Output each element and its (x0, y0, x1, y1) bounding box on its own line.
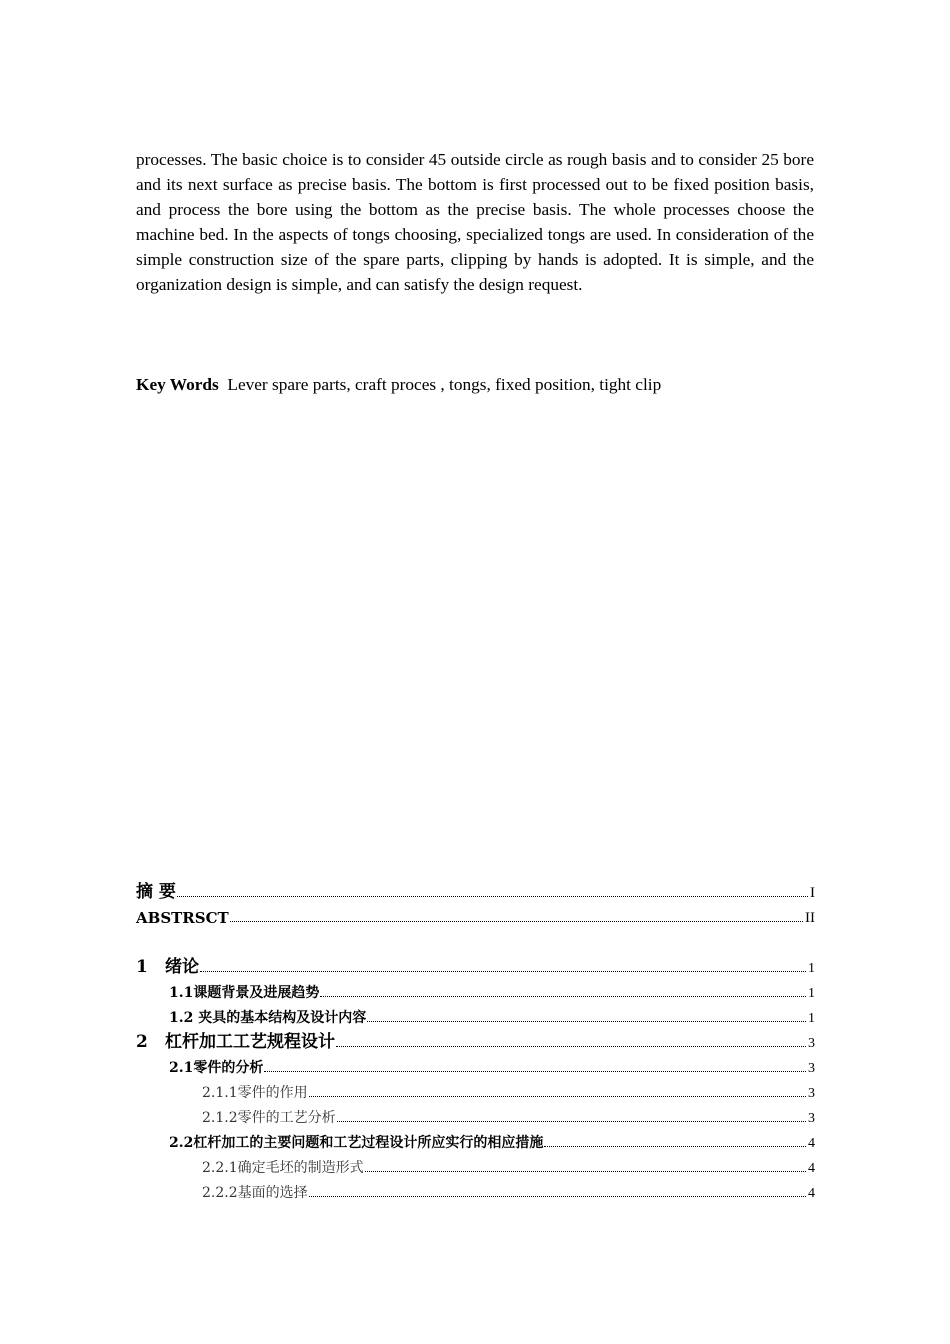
toc-entry-title: ABSTRSCT (136, 909, 229, 927)
toc-entry-page: 3 (808, 1086, 815, 1101)
toc-entry-page: 1 (808, 986, 815, 1001)
toc-entry-page: 3 (808, 1111, 815, 1126)
keywords-text: Lever spare parts, craft proces , tongs, fixed position, tight clip (227, 375, 662, 394)
toc-entry-abstract-cn[interactable] (136, 878, 815, 902)
toc-leader-dots (367, 1021, 806, 1022)
toc-leader-dots (309, 1196, 806, 1197)
toc-entry-number: 2.1.2 (202, 1110, 238, 1126)
toc-entry-title: 零件的作用 (237, 1085, 308, 1101)
toc-entry-page: 3 (808, 1061, 815, 1076)
keywords-line (136, 372, 836, 397)
toc-entry-title: 绪论 (165, 957, 199, 977)
toc-entry-title: 课题背景及进展趋势 (193, 985, 320, 1001)
toc-entry-subsection-2-2-1[interactable] (136, 1153, 815, 1177)
toc-entry-section-2-2[interactable] (136, 1128, 815, 1152)
toc-entry-section-1-2[interactable] (136, 1003, 815, 1027)
toc-entry-title: 摘 要 (136, 882, 176, 902)
toc-entry-number: 2 (136, 1032, 148, 1052)
toc-entry-page: 1 (808, 961, 815, 976)
toc-leader-dots (309, 1096, 806, 1097)
toc-entry-section-1-1[interactable] (136, 978, 815, 1002)
toc-entry-title: 杠杆加工的主要问题和工艺过程设计所应实行的相应措施 (193, 1135, 544, 1151)
toc-leader-dots (230, 921, 803, 922)
toc-entry-chapter-1[interactable] (136, 953, 815, 977)
abstract-body: processes. The basic choice is to consider 45 outside circle as rough basis and to consider 25 bore and its next surface as precise basis. The bottom is first processed out to be fixed position basis, and process the bore using the bottom as the precise basis. The whole processes choose the machine bed. In the aspects of tongs choosing, specialized tongs are used. In consideration of the simple construction size of the spare parts, clipping by hands is adopted. It is simple, and the organization design is simple, and can satisfy the design request. (136, 150, 814, 294)
toc-entry-page: I (810, 885, 815, 901)
toc-entry-page: 4 (808, 1161, 815, 1176)
toc-leader-dots (365, 1171, 806, 1172)
toc-entry-abstract-en[interactable] (136, 903, 815, 927)
toc-leader-dots (200, 971, 806, 972)
toc-entry-number: 2.2 (169, 1135, 194, 1151)
toc-entry-number: 1.2 (169, 1010, 194, 1026)
toc-entry-title: 夹具的基本结构及设计内容 (193, 1010, 367, 1026)
toc-entry-page: 3 (808, 1036, 815, 1051)
toc-entry-title: 基面的选择 (237, 1185, 308, 1201)
toc-entry-number: 2.1 (169, 1060, 194, 1076)
toc-leader-dots (320, 996, 806, 997)
toc-entry-title: 零件的工艺分析 (237, 1110, 336, 1126)
toc-entry-number: 2.2.2 (202, 1185, 238, 1201)
toc-entry-title: 确定毛坯的制造形式 (237, 1160, 364, 1176)
toc-entry-page: 4 (808, 1186, 815, 1201)
toc-entry-page: 4 (808, 1136, 815, 1151)
keywords-label: Key Words (136, 375, 219, 394)
toc-leader-dots (336, 1046, 806, 1047)
toc-entry-section-2-1[interactable] (136, 1053, 815, 1077)
toc-leader-dots (544, 1146, 806, 1147)
toc-entry-page: 1 (808, 1011, 815, 1026)
toc-entry-number: 2.2.1 (202, 1160, 238, 1176)
toc-entry-number: 1 (136, 957, 148, 977)
toc-entry-number: 1.1 (169, 985, 194, 1001)
toc-entry-number: 2.1.1 (202, 1085, 238, 1101)
toc-entry-subsection-2-1-2[interactable] (136, 1103, 815, 1127)
toc-entry-title: 杠杆加工工艺规程设计 (165, 1032, 335, 1052)
toc-entry-chapter-2[interactable] (136, 1028, 815, 1052)
toc-entry-title: 零件的分析 (193, 1060, 264, 1076)
toc-leader-dots (264, 1071, 806, 1072)
toc-entry-subsection-2-2-2[interactable] (136, 1178, 815, 1202)
toc-entry-page: II (805, 910, 815, 926)
toc-entry-subsection-2-1-1[interactable] (136, 1078, 815, 1102)
toc-leader-dots (177, 896, 808, 897)
toc-leader-dots (337, 1121, 806, 1122)
